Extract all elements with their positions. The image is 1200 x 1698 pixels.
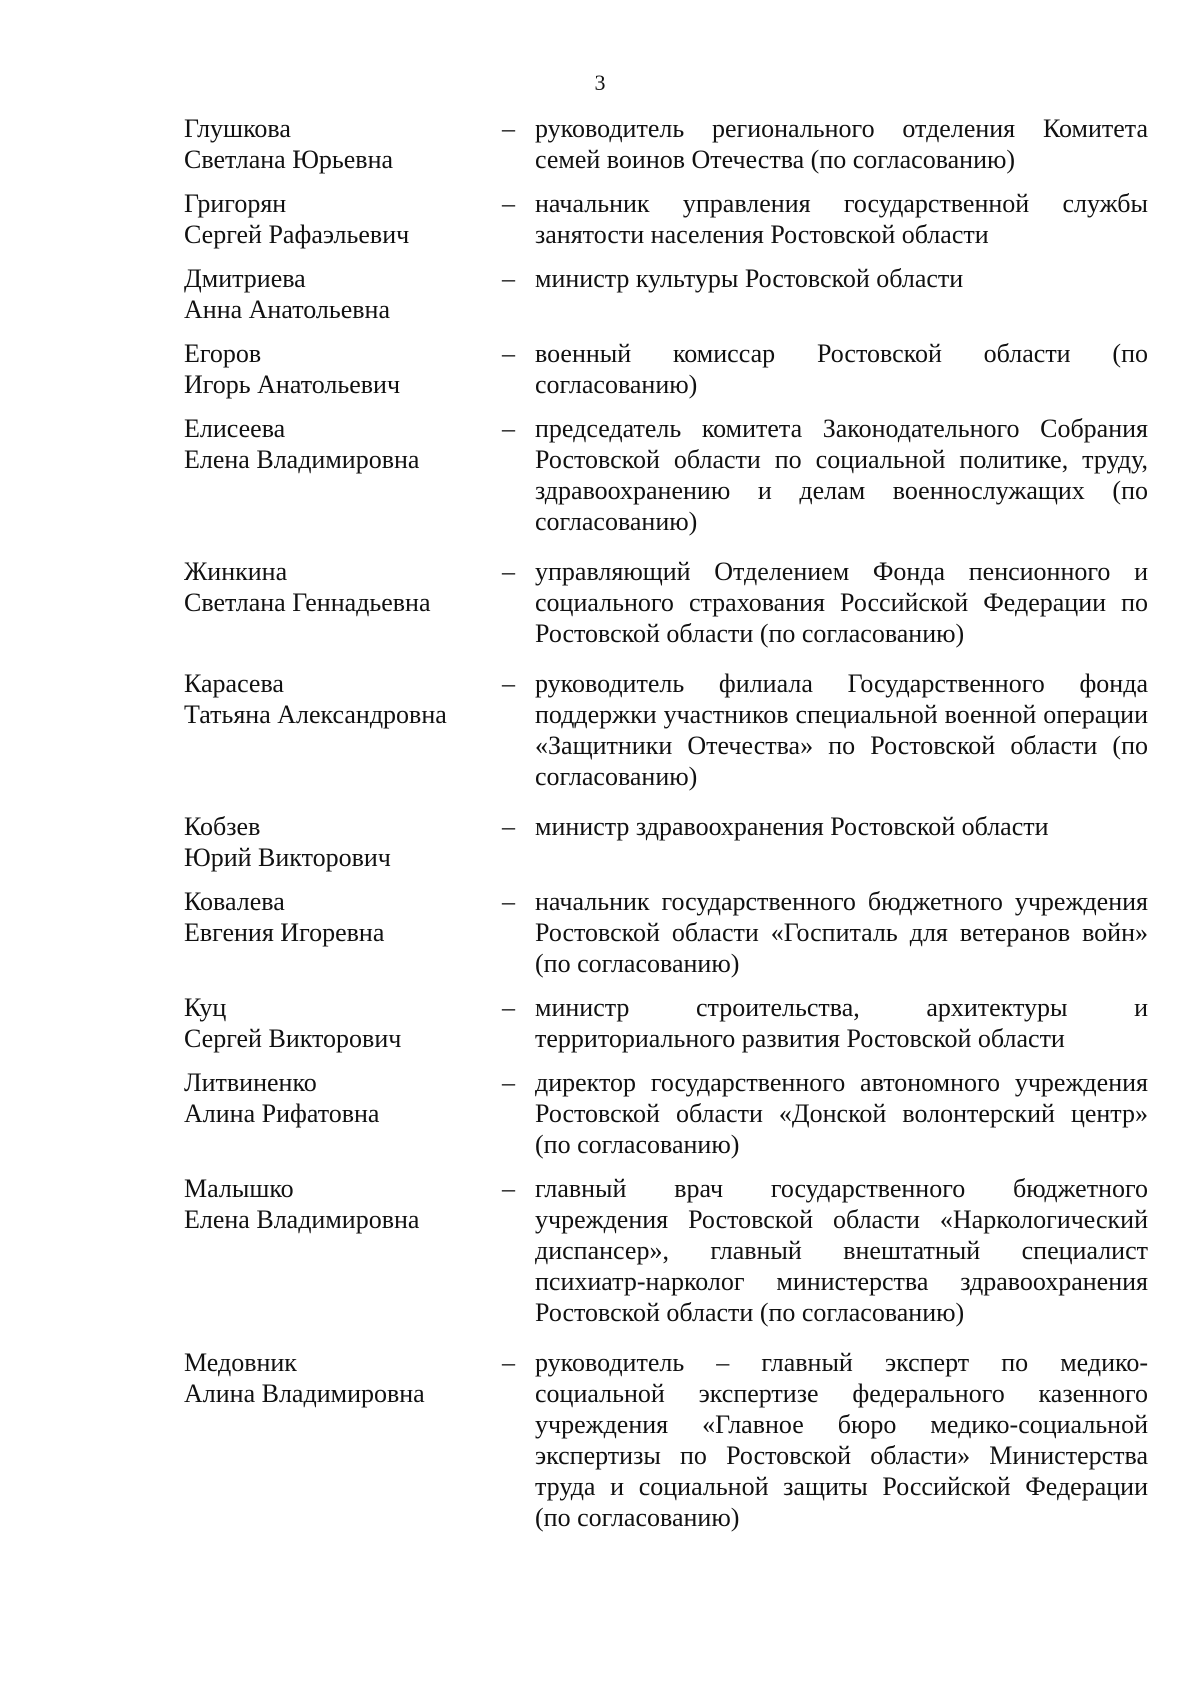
dash-separator: – — [502, 414, 515, 443]
member-entry — [184, 338, 1148, 400]
member-position: начальник управления государственной службы занятости населения Ростовской области — [535, 189, 1148, 249]
member-name — [184, 668, 502, 792]
member-position: председатель комитета Законодательного Собрания Ростовской области по социальной политике, труду, здравоохранению и делам военнослужащих (по согласованию) — [535, 414, 1148, 536]
dash-separator: – — [502, 887, 515, 916]
member-entry — [184, 811, 1148, 873]
member-surname: Малышко — [184, 1174, 294, 1203]
member-name — [184, 1173, 502, 1328]
member-surname: Григорян — [184, 189, 287, 218]
member-entry — [184, 263, 1148, 325]
member-surname: Елисеева — [184, 414, 286, 443]
member-name — [184, 811, 502, 873]
member-name — [184, 1347, 502, 1533]
member-position: главный врач государственного бюджетного учреждения Ростовской области «Наркологический диспансер», главный внештатный специалист психиатр-нарколог министерства здравоохранения Ростовской области (по согласованию) — [535, 1174, 1148, 1327]
member-name — [184, 113, 502, 175]
member-entry — [184, 1347, 1148, 1533]
member-name — [184, 413, 502, 537]
member-entry — [184, 886, 1148, 979]
member-name — [184, 886, 502, 979]
member-name — [184, 188, 502, 250]
member-name — [184, 992, 502, 1054]
member-given-names: Евгения Игоревна — [184, 918, 385, 947]
dash-separator: – — [502, 669, 515, 698]
member-entry — [184, 992, 1148, 1054]
member-given-names: Сергей Викторович — [184, 1024, 402, 1053]
dash-separator: – — [502, 993, 515, 1022]
member-given-names: Алина Владимировна — [184, 1379, 425, 1408]
member-position: руководитель – главный эксперт по медико-социальной экспертизе федерального казенного учреждения «Главное бюро медико-социальной экспертизы по Ростовской области» Министерства труда и социальной защиты Российской Федерации (по согласованию) — [535, 1348, 1148, 1532]
member-surname: Глушкова — [184, 114, 291, 143]
dash-separator: – — [502, 189, 515, 218]
member-surname: Дмитриева — [184, 264, 306, 293]
member-given-names: Светлана Геннадьевна — [184, 588, 431, 617]
member-given-names: Алина Рифатовна — [184, 1099, 380, 1128]
member-given-names: Елена Владимировна — [184, 1205, 420, 1234]
member-position: министр здравоохранения Ростовской области — [535, 812, 1049, 841]
member-name — [184, 263, 502, 325]
dash-separator: – — [502, 1068, 515, 1097]
page-number: 3 — [594, 70, 606, 95]
member-given-names: Анна Анатольевна — [184, 295, 390, 324]
member-position: руководитель филиала Государственного фонда поддержки участников специальной военной операции «Защитники Отечества» по Ростовской области (по согласованию) — [535, 669, 1148, 791]
member-position: военный комиссар Ростовской области (по согласованию) — [535, 339, 1148, 399]
member-surname: Литвиненко — [184, 1068, 317, 1097]
member-entry — [184, 188, 1148, 250]
dash-separator: – — [502, 1174, 515, 1203]
member-entry — [184, 668, 1148, 792]
member-entry — [184, 556, 1148, 649]
member-surname: Ковалева — [184, 887, 285, 916]
member-surname: Кобзев — [184, 812, 261, 841]
member-name — [184, 338, 502, 400]
member-entry — [184, 113, 1148, 175]
member-position: директор государственного автономного учреждения Ростовской области «Донской волонтерский центр» (по согласованию) — [535, 1068, 1148, 1159]
member-given-names: Светлана Юрьевна — [184, 145, 394, 174]
member-name — [184, 1067, 502, 1160]
dash-separator: – — [502, 557, 515, 586]
member-position: начальник государственного бюджетного учреждения Ростовской области «Госпиталь для ветеранов войн» (по согласованию) — [535, 887, 1148, 978]
member-given-names: Елена Владимировна — [184, 445, 420, 474]
member-list — [184, 113, 1148, 1546]
member-entry — [184, 1173, 1148, 1328]
dash-separator: – — [502, 812, 515, 841]
dash-separator: – — [502, 264, 515, 293]
member-entry — [184, 1067, 1148, 1160]
member-given-names: Юрий Викторович — [184, 843, 391, 872]
member-given-names: Татьяна Александровна — [184, 700, 447, 729]
member-given-names: Сергей Рафаэльевич — [184, 220, 410, 249]
member-position: руководитель регионального отделения Комитета семей воинов Отечества (по согласованию) — [535, 114, 1148, 174]
dash-separator: – — [502, 339, 515, 368]
member-surname: Жинкина — [184, 557, 288, 586]
member-position: министр культуры Ростовской области — [535, 264, 964, 293]
member-surname: Медовник — [184, 1348, 297, 1377]
member-given-names: Игорь Анатольевич — [184, 370, 401, 399]
member-position: министр строительства, архитектуры и территориального развития Ростовской области — [535, 993, 1148, 1053]
member-surname: Куц — [184, 993, 227, 1022]
dash-separator: – — [502, 114, 515, 143]
member-surname: Егоров — [184, 339, 262, 368]
member-name — [184, 556, 502, 649]
member-position: управляющий Отделением Фонда пенсионного и социального страхования Российской Федерации по Ростовской области (по согласованию) — [535, 557, 1148, 648]
dash-separator: – — [502, 1348, 515, 1377]
member-surname: Карасева — [184, 669, 284, 698]
member-entry — [184, 413, 1148, 537]
